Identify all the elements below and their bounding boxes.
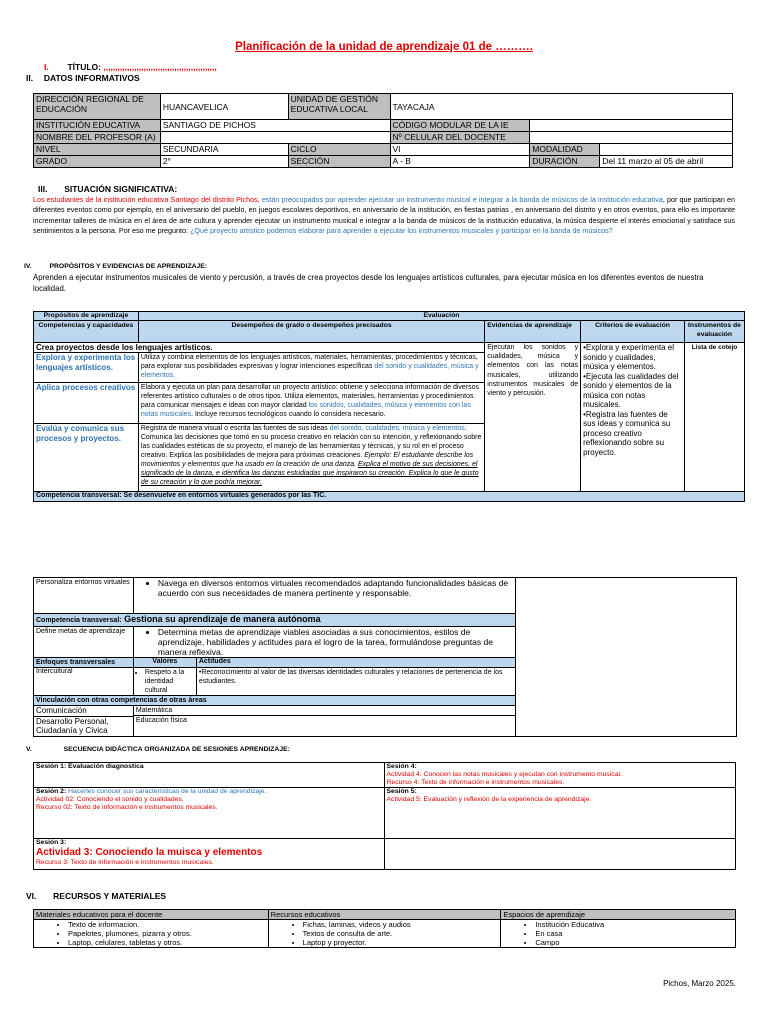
ciclo-label: CICLO [288,144,390,156]
sesiones-table [33,762,736,870]
nivel-label: NIVEL [34,144,161,156]
list-item: • Laptop, celulares, tabletas y otros. [68,938,266,947]
ie-label: INSTITUCIÓN EDUCATIVA [34,120,161,132]
section-2-heading [26,73,140,83]
list-item: • Campo [535,938,733,947]
sesion-2: Sesión 2: Hacerles conocer sus características de la unidad de aprendizaje. Actividad 02: Conociendo el sonido y cualidades. Recurso 02: Texto de información e instrumentos musicales. [34,788,385,839]
list-item: • Fichas, laminas, videos y audios [303,920,499,929]
sesion-empty [384,839,735,870]
recursos-header-espacios: Espacios de aprendizaje [501,910,736,920]
area-comunicacion: Comunicación [34,706,133,717]
header-desempenos: Desempeños de grado o desempeños precisados [138,321,484,343]
section-4-label: PROPÓSITOS Y EVIDENCIAS DE APRENDIZAJE: [49,263,208,270]
list-item: • En casa [535,929,733,938]
profesor-label: NOMBRE DEL PROFESOR (A) [34,132,161,144]
capacidad-1: Explora y experimenta los lenguajes artísticos. [34,353,139,383]
section-5-heading [26,746,290,753]
empty-right-cell [516,578,737,737]
capacidad-3: Evalúa y comunica sus procesos y proyectos. [34,424,139,492]
enfoques-header: Enfoques transversales [34,658,134,668]
areas-left-cell [34,706,134,737]
header-evaluacion: Evaluación [138,312,744,321]
situacion-red-text: Los estudiantes de la institución educativa Santiago del distrito Pichos, [33,195,260,204]
section-4-number: IV. [24,263,32,270]
reconocimiento-cell: •Reconocimiento al valor de las diversas identidades culturales y relaciones de pertenencia de los estudiantes. [196,668,516,696]
grado-value: 2° [160,156,288,168]
list-item: • Texto de informacion. [68,920,266,929]
sesion-4: Sesión 4: Actividad 4: Conocen las notas musicales y ejecutan con instrumento musical. Recurso 4: Texto de información e instrumentos musicales. [384,763,735,788]
criterios-cell [581,343,685,492]
define-metas-cell: Define metas de aprendizaje [34,627,134,658]
section-6-label: RECURSOS Y MATERIALES [53,891,167,901]
footer-place-date: Pichos, Marzo 2025. [663,979,736,988]
situacion-question: ¿Qué proyecto artístico podemos elaborar para aprender a ejecutar los instrumentos musicales y participar en la banda de músicos? [190,225,613,235]
section-2-number: II. [26,73,34,83]
ugel-value: TAYACAJA [390,94,732,120]
navega-item: • Navega en diversos entornos virtuales recomendados adaptando funcionalidades básicas de acuerdo con sus necesidades de manera pertinente y responsable. [158,578,513,598]
section-1-number: I. [44,62,49,72]
evidencia-cell [485,343,581,492]
dre-label: DIRECCIÓN REGIONAL DE EDUCACIÓN [34,94,161,120]
competencia-transversal-tic: Competencia transversal: Se desenvuelve en entornos virtuales generados por las TIC. [34,492,745,502]
recursos-header-materiales: Materiales educativos para el docente [34,910,269,920]
section-4-heading [24,263,207,270]
determina-cell [133,627,515,658]
sesion-5: Sesión 5: Actividad 5: Evaluación y reflexión de la experiencia de aprendizaje. [384,788,735,839]
capacidad-2: Aplica procesos creativos [34,383,139,424]
section-6-heading [26,891,166,901]
competencia-transversal-autonoma: Competencia transversal: Gestiona su aprendizaje de manera autónoma [34,614,516,627]
areas-right-cell [133,706,515,737]
actitudes-header: Actitudes [196,658,516,668]
header-evidencias: Evidencias de aprendizaje [485,321,581,343]
criterio-3: •Registra las fuentes de sus ideas y comunica su proceso creativo reflexionando sobre su proyecto. [583,409,671,457]
modalidad-label: MODALIDAD [530,144,600,156]
duracion-label: DURACIÓN [530,156,600,168]
area-educacion-fisica: Educación física [135,717,187,724]
proposito-text: Aprenden a ejecutar instrumentos musicales de viento y percusión, a través de crea proyectos desde los lenguajes artísticos culturales, para ejecutar música en los diferentes eventos de nuestra localidad. [33,273,704,293]
vinculacion-header: Vinculación con otras competencias de otras áreas [34,696,516,706]
document-title: Planificación de la unidad de aprendizaje 01 de ………. [235,41,533,53]
ie-value: SANTIAGO DE PICHOS [160,120,390,132]
area-dpcc: Desarrollo Personal, Ciudadanía y Cívica [36,716,109,735]
duracion-value: Del 11 marzo al 05 de abril [600,156,733,168]
ugel-label: UNIDAD DE GESTIÓN EDUCATIVA LOCAL [288,94,390,120]
recursos-col-3 [501,920,736,948]
header-competencias: Competencias y capacidades [34,321,139,343]
ciclo-value: VI [390,144,530,156]
section-6-number: VI. [26,891,37,901]
list-item: • Laptop y proyector. [303,938,499,947]
header-criterios: Criterios de evaluación [581,321,685,343]
profesor-value [160,132,390,144]
list-item: • Papelotes, plumones, pizarra y otros. [68,929,266,938]
desempeno-2: Elabora y ejecuta un plan para desarrollar un proyecto artístico: obtiene y selecciona información de diversos referentes artístico culturales o de otros tipos. Utiliza elementos, materiales, herramientas y procedimientos para comunicar mensajes e ideas con mayor claridad los sonidos, cualidades, música y elementos con las notas musicales. Incluye recursos tecnológicos cuando lo considera necesario. [138,383,484,424]
nivel-value: SECUNDARIA [160,144,288,156]
codigo-modular-value [530,120,733,132]
seccion-value: A - B [390,156,530,168]
seccion-label: SECCIÓN [288,156,390,168]
dre-value: HUANCAVELICA [160,94,288,120]
situacion-blue-text: están preocupados por aprender ejecutar un instrumento musical e integrar a la banda de músicos de la institución educativa [259,195,663,204]
section-1-label: TÍTULO: [67,62,102,72]
section-5-number: V. [26,746,32,753]
determina-item: • Determina metas de aprendizaje viables asociadas a sus conocimientos, estilos de aprendizaje, habilidades y actitudes para el logro de la tarea, formulándose preguntas de manera reflexiva. [158,627,513,657]
section-3-number: III. [38,184,48,194]
header-instrumentos: Instrumentos de evaluación [684,321,744,343]
header-propositos: Propósitos de aprendizaje [34,312,139,321]
section-3-label: SITUACIÓN SIGNIFICATIVA: [64,184,178,194]
celular-value [530,132,733,144]
recursos-table [33,909,736,948]
situacion-paragraph [33,195,735,236]
section-1-dots: ,,,,,,,,,,,,,,,,,,,,,,,,,,,,,,,,,,,,,,,,,,,,,,,, [103,62,217,72]
grado-label: GRADO [34,156,161,168]
list-item: • Textos de consulta de arte. [303,929,499,938]
respeto-item: • Respeto a la identidad cultural [145,668,194,695]
situacion-body-text: , por que participan en diferentes eventos como por ejemplo, en el aniversario del pueblo, en juegos escolares deportivos, en aniversario de la institución, en fiestas patrias , en aniversario del distrito y en otros eventos, para ello es importante incrementar talleres de música en el área de arte cultura y aprender ejecutar un instrumento musical e integrar a la banda de músicos de la institución educativa, la música despierte el interés emocional y satisface sus sentimientos a la persona. Por eso me pregunto: [33,195,735,235]
sesion-3: Sesión 3: Actividad 3: Conociendo la muisca y elementos Recurso 3: Texto de información e instrumentos musicales. [34,839,385,870]
desempeno-3: Registra de manera visual o escrita las fuentes de sus ideas del sonido, cualidades, música y elementos. Comunica las decisiones que tomó en su proceso creativo en relación con su intención, y reflexionando sobre las cualidades estéticas de su proyecto, el manejo de las herramientas y técnicas, y su rol en el proceso creativo. Explica las posibilidades de mejora para próximas creaciones. Ejemplo: El estudiante describe los movimientos y elementos que ha usado en la creación de una danza. Explica el motivo de sus decisiones, el significado de la danza, e identifica las danzas estudiadas que inspiraron su creación. Explica lo que le gusto de su creación y lo que podría mejorar. [138,424,484,492]
recursos-col-1 [34,920,269,948]
transversal-table [33,577,737,737]
recursos-col-2 [268,920,501,948]
section-5-label: SECUENCIA DIDÁCTICA ORGANIZADA DE SESIONES APRENDIZAJE: [63,746,290,753]
codigo-modular-label: CÓDIGO MODULAR DE LA IE [390,120,530,132]
valores-header: Valores [133,658,196,668]
modalidad-value [600,144,733,156]
evaluation-table [33,311,745,502]
criterio-1: •Explora y experimenta el sonido y cualidades, música y elementos. [583,343,674,371]
area-matematica: Matemática [134,706,515,716]
section-3-heading [38,184,177,194]
sesion-1: Sesión 1: Evaluación diagnostica [34,763,385,788]
recursos-header-recursos: Recursos educativos [268,910,501,920]
competencia-title: Crea proyectos desde los lenguajes artísticos. [34,343,485,353]
intercultural-cell: Intercultural [34,668,134,696]
section-2-label: DATOS INFORMATIVOS [43,73,140,83]
instrumento-cell: Lista de cotejo [684,343,744,492]
desempeno-1: Utiliza y combina elementos de los lenguajes artísticos, materiales, herramientas, procedimientos y técnicas, para explorar sus posibilidades expresivas y lograr intenciones específicas del sonido y cualidades, música y elementos. [138,353,484,383]
evidencia-text: Ejecutan los sonidos y cualidades, música y elementos con las notas musicales, utilizando instrumentos musicales de viento y percusión. [487,344,579,398]
criterio-2: •Ejecuta las cualidades del sonido y elementos de la música con notas musicales. [583,371,679,409]
celular-label: Nº CELULAR DEL DOCENTE [390,132,530,144]
navega-cell [133,578,515,614]
respeto-cell [133,668,196,696]
section-1-heading [44,62,217,72]
list-item: • Institución Educativa [535,920,733,929]
personaliza-cell: Personaliza entornos virtuales [34,578,134,614]
info-table [33,93,733,168]
